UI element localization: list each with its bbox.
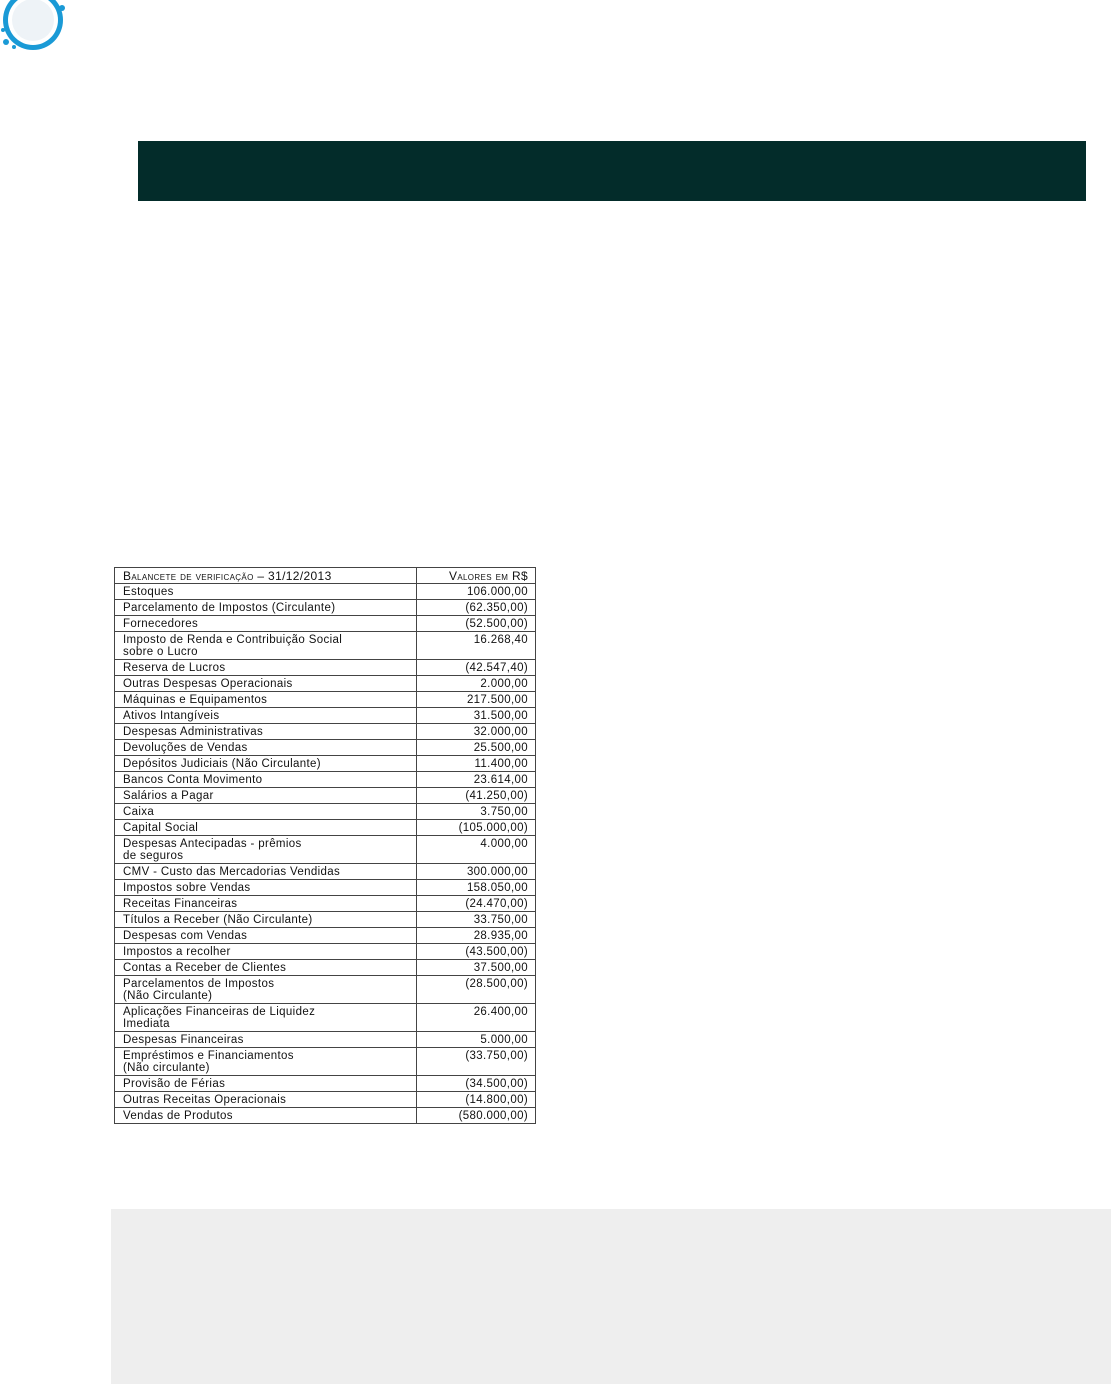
table-row — [115, 724, 536, 740]
account-cell: Contas a Receber de Clientes — [115, 960, 417, 976]
value-cell: (52.500,00) — [417, 616, 536, 632]
table-row — [115, 788, 536, 804]
account-cell: Despesas com Vendas — [115, 928, 417, 944]
table-row — [115, 1048, 536, 1076]
value-cell: (34.500,00) — [417, 1076, 536, 1092]
table-row — [115, 756, 536, 772]
value-cell: (43.500,00) — [417, 944, 536, 960]
account-cell: Despesas Antecipadas - prêmios de seguros — [115, 836, 417, 864]
account-cell: Salários a Pagar — [115, 788, 417, 804]
table-row — [115, 912, 536, 928]
table-row — [115, 676, 536, 692]
balance-table-container — [114, 567, 536, 1124]
account-cell: Impostos sobre Vendas — [115, 880, 417, 896]
value-cell: 31.500,00 — [417, 708, 536, 724]
account-cell: Devoluções de Vendas — [115, 740, 417, 756]
value-cell: (42.547,40) — [417, 660, 536, 676]
table-row — [115, 1076, 536, 1092]
table-row — [115, 976, 536, 1004]
account-cell: Provisão de Férias — [115, 1076, 417, 1092]
account-cell: Capital Social — [115, 820, 417, 836]
account-cell: Caixa — [115, 804, 417, 820]
table-row — [115, 600, 536, 616]
table-row — [115, 616, 536, 632]
account-cell: Fornecedores — [115, 616, 417, 632]
account-cell: Outras Despesas Operacionais — [115, 676, 417, 692]
table-row — [115, 708, 536, 724]
account-cell: Despesas Financeiras — [115, 1032, 417, 1048]
value-cell: 16.268,40 — [417, 632, 536, 660]
value-cell: 106.000,00 — [417, 584, 536, 600]
value-cell: (105.000,00) — [417, 820, 536, 836]
table-row — [115, 896, 536, 912]
table-row — [115, 1004, 536, 1032]
table-row — [115, 740, 536, 756]
balance-table-body — [115, 584, 536, 1124]
circular-logo-icon — [0, 0, 72, 56]
value-cell: 23.614,00 — [417, 772, 536, 788]
account-cell: Empréstimos e Financiamentos (Não circulante) — [115, 1048, 417, 1076]
value-cell: 33.750,00 — [417, 912, 536, 928]
value-cell: 25.500,00 — [417, 740, 536, 756]
value-cell: (580.000,00) — [417, 1108, 536, 1124]
table-row — [115, 836, 536, 864]
value-cell: (28.500,00) — [417, 976, 536, 1004]
account-cell: Imposto de Renda e Contribuição Social sobre o Lucro — [115, 632, 417, 660]
value-cell: 158.050,00 — [417, 880, 536, 896]
value-cell: 26.400,00 — [417, 1004, 536, 1032]
account-cell: Aplicações Financeiras de Liquidez Imediata — [115, 1004, 417, 1032]
table-row — [115, 820, 536, 836]
header-value: Valores em R$ — [417, 568, 536, 584]
account-cell: CMV - Custo das Mercadorias Vendidas — [115, 864, 417, 880]
value-cell: 37.500,00 — [417, 960, 536, 976]
account-cell: Receitas Financeiras — [115, 896, 417, 912]
account-cell: Ativos Intangíveis — [115, 708, 417, 724]
table-row — [115, 880, 536, 896]
table-header-row — [115, 568, 536, 584]
value-cell: 3.750,00 — [417, 804, 536, 820]
table-row — [115, 772, 536, 788]
account-cell: Outras Receitas Operacionais — [115, 1092, 417, 1108]
table-row — [115, 944, 536, 960]
table-row — [115, 660, 536, 676]
table-row — [115, 1032, 536, 1048]
table-row — [115, 928, 536, 944]
account-cell: Parcelamento de Impostos (Circulante) — [115, 600, 417, 616]
value-cell: (41.250,00) — [417, 788, 536, 804]
account-cell: Depósitos Judiciais (Não Circulante) — [115, 756, 417, 772]
header-bar — [138, 141, 1086, 201]
value-cell: 300.000,00 — [417, 864, 536, 880]
value-cell: 4.000,00 — [417, 836, 536, 864]
account-cell: Estoques — [115, 584, 417, 600]
account-cell: Vendas de Produtos — [115, 1108, 417, 1124]
answer-box — [111, 1209, 1111, 1384]
account-cell: Títulos a Receber (Não Circulante) — [115, 912, 417, 928]
value-cell: 217.500,00 — [417, 692, 536, 708]
balance-table — [114, 567, 536, 1124]
account-cell: Impostos a recolher — [115, 944, 417, 960]
value-cell: (24.470,00) — [417, 896, 536, 912]
table-row — [115, 584, 536, 600]
header-account: Balancete de verificação – 31/12/2013 — [115, 568, 417, 584]
table-row — [115, 692, 536, 708]
account-cell: Reserva de Lucros — [115, 660, 417, 676]
table-row — [115, 632, 536, 660]
table-row — [115, 864, 536, 880]
table-row — [115, 1092, 536, 1108]
value-cell: 11.400,00 — [417, 756, 536, 772]
account-cell: Bancos Conta Movimento — [115, 772, 417, 788]
value-cell: 28.935,00 — [417, 928, 536, 944]
account-cell: Parcelamentos de Impostos (Não Circulante) — [115, 976, 417, 1004]
table-row — [115, 960, 536, 976]
value-cell: (33.750,00) — [417, 1048, 536, 1076]
value-cell: 2.000,00 — [417, 676, 536, 692]
value-cell: (62.350,00) — [417, 600, 536, 616]
table-row — [115, 1108, 536, 1124]
value-cell: 32.000,00 — [417, 724, 536, 740]
value-cell: (14.800,00) — [417, 1092, 536, 1108]
account-cell: Despesas Administrativas — [115, 724, 417, 740]
account-cell: Máquinas e Equipamentos — [115, 692, 417, 708]
table-row — [115, 804, 536, 820]
value-cell: 5.000,00 — [417, 1032, 536, 1048]
